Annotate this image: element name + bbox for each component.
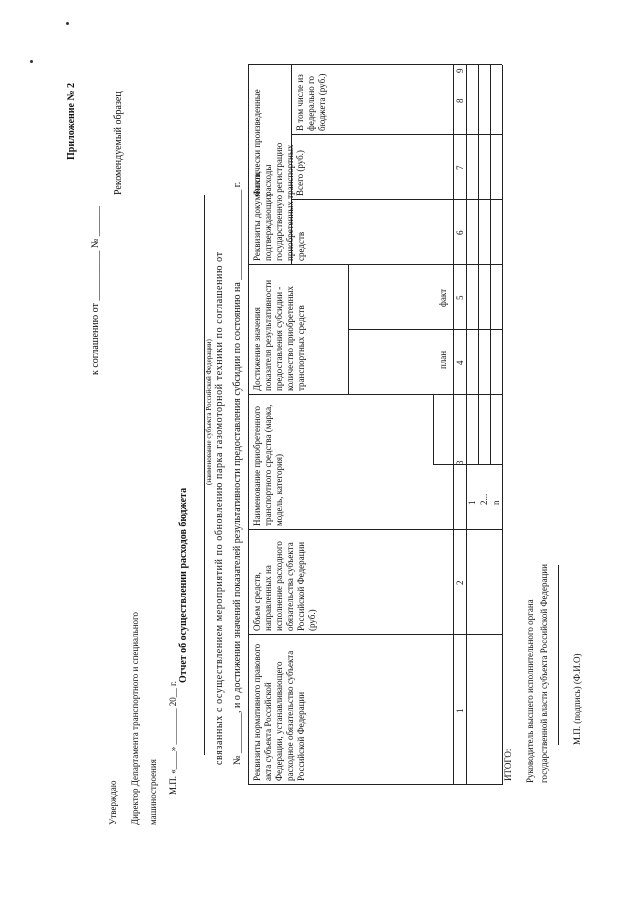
row-n-label: n	[491, 500, 501, 505]
appendix-label: Приложение № 2	[66, 82, 77, 160]
header-actual-expenses: Фактически произведенные расходы	[252, 89, 273, 196]
director-line2: машиностроения	[148, 759, 158, 825]
report-line2: связанных с осуществлением мероприятий по обновлению парка газомоторной техники по соглашению от	[214, 251, 225, 765]
report-table	[248, 65, 513, 785]
agreement-ref: к соглашению от __________ № ______	[90, 206, 101, 375]
director-line1: Директор Департамента транспортного и специального	[130, 611, 140, 825]
signature-line	[558, 565, 559, 745]
header-funds-volume: Объем средств, направленных на исполнение расходного обязательства субъекта Российской Федерации (руб.)	[252, 541, 317, 631]
col-num-5: 5	[455, 295, 465, 300]
row-2-label: 2...	[479, 493, 489, 505]
sign-caption: М.П. (подпись) (Ф.И.О)	[572, 653, 582, 745]
col-num-4: 4	[455, 360, 465, 365]
col-num-1: 1	[455, 708, 465, 713]
col-num-2: 2	[455, 580, 465, 585]
col-num-9: 9	[455, 68, 465, 73]
header-registration-docs: Реквизиты документов, подтверждающих государственную регистрацию приобретенных транспортных средств	[252, 142, 306, 261]
scan-dot	[30, 60, 33, 63]
header-plan: план	[438, 350, 448, 369]
sample-label: Рекомендуемый образец	[113, 91, 124, 195]
mp-date-line: М.П. «____» ________ 20__ г.	[168, 681, 178, 795]
header-federal-budget: В том числе из федерально го бюджета (руб.)	[295, 73, 327, 131]
total-label: ИТОГО:	[503, 748, 513, 781]
subject-hint: (наименование субъекта Российской Федерации)	[205, 339, 213, 485]
scan-dot	[66, 22, 69, 25]
col-num-6: 6	[455, 230, 465, 235]
header-performance-indicator: Достижение значения показателя результативности предоставления субсидии - количество приобретенных транспортных средств	[252, 279, 306, 391]
report-line3: № ________, и о достижении значений показателей результативности предоставления субсидии по состоянию на __________________ г.	[232, 181, 243, 765]
report-title: Отчет об осуществлении расходов бюджета	[178, 487, 189, 683]
row-1-label: 1	[467, 500, 477, 505]
approve-label: Утверждаю	[108, 780, 118, 825]
header-total-rub: Всего (руб.)	[295, 150, 305, 196]
head-line1: Руководитель высшего исполнительного органа	[525, 599, 535, 783]
col-num-3: 3	[455, 460, 465, 465]
col-num-8: 8	[455, 98, 465, 103]
header-legal-act: Реквизиты нормативного правового акта субъекта Российской Федерации, устанавливающего расходное обязательство субъекта Российской Федерации	[252, 643, 306, 781]
header-vehicle-name: Наименование приобретенного транспортного средства (марка, модель, категория)	[252, 404, 284, 526]
head-line2: государственной власти субъекта Российской Федерации	[539, 564, 549, 783]
header-fact: факт	[438, 288, 448, 307]
col-num-7: 7	[455, 165, 465, 170]
